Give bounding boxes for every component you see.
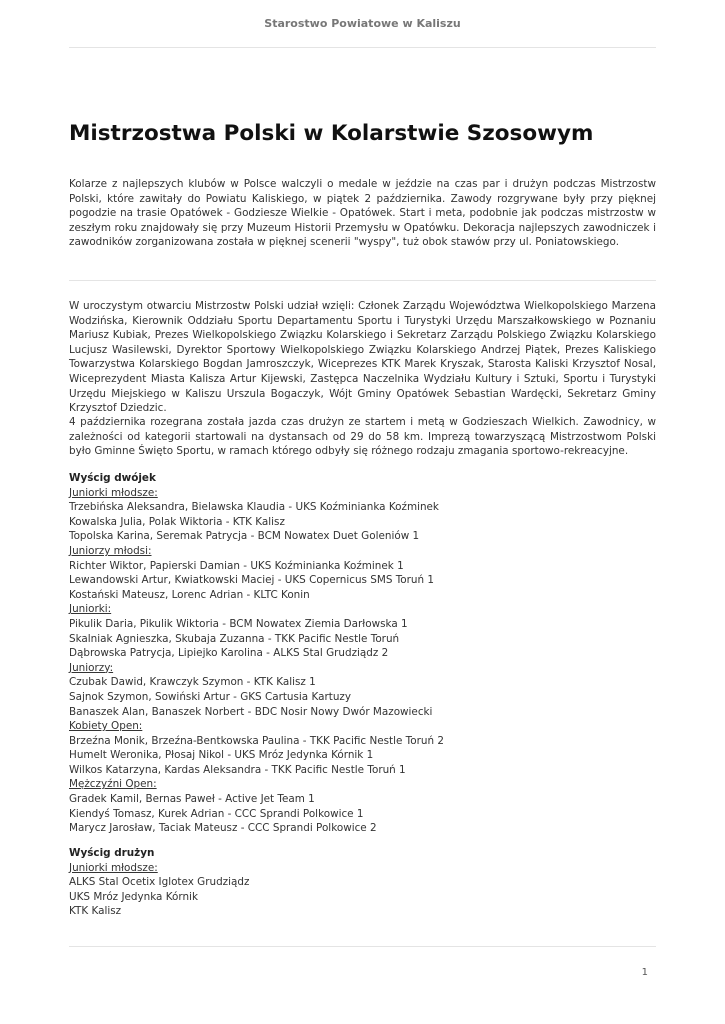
result-entry: Humelt Weronika, Płosaj Nikol - UKS Mróz Jedynka Kórnik 1 (69, 749, 374, 762)
result-entry: Pikulik Daria, Pikulik Wiktoria - BCM Nowatex Ziemia Darłowska 1 (69, 617, 408, 630)
result-entry: KTK Kalisz (69, 905, 122, 918)
result-entry: Kostański Mateusz, Lorenc Adrian - KLTC Konin (69, 588, 310, 601)
result-entry: UKS Mróz Jedynka Kórnik (69, 890, 198, 903)
category-label: Juniorzy: (69, 661, 114, 674)
result-entry: Banaszek Alan, Banaszek Norbert - BDC Nosir Nowy Dwór Mazowiecki (69, 705, 433, 718)
result-entry: Kowalska Julia, Polak Wiktoria - KTK Kalisz (69, 515, 285, 528)
result-entry: Richter Wiktor, Papierski Damian - UKS Koźminianka Koźminek 1 (69, 559, 404, 572)
result-entry: Marycz Jarosław, Taciak Mateusz - CCC Sprandi Polkowice 2 (69, 822, 377, 835)
page-header: Starostwo Powiatowe w Kaliszu (264, 17, 461, 30)
section-heading: Wyścig drużyn (69, 847, 155, 859)
result-entry: Gradek Kamil, Bernas Paweł - Active Jet Team 1 (69, 793, 315, 806)
results-teams (69, 846, 656, 919)
section-heading: Wyścig dwójek (69, 472, 156, 484)
category-label: Juniorzy młodsi: (69, 544, 152, 557)
category-label: Juniorki: (69, 603, 112, 616)
category-label: Juniorki młodsze: (69, 861, 158, 874)
result-entry: Wilkos Katarzyna, Kardas Aleksandra - TKK Pacific Nestle Toruń 1 (69, 763, 406, 776)
article-paragraph-3: 4 października rozegrana została jazda czas drużyn ze startem i metą w Godzieszach Wielkich. Zawodnicy, w zależności od kategorii startowali na dystansach od 29 do 58 km. Imprezą towarzyszącą Mistrzostwom Polski było Gminne Święto Sportu, w ramach którego odbyły się różnego rodzaju zmagania sportowo-rekreacyjne. (69, 416, 656, 458)
result-entry: Sajnok Szymon, Sowiński Artur - GKS Cartusia Kartuzy (69, 690, 352, 703)
category-label: Mężczyźni Open: (69, 778, 157, 791)
category-label: Kobiety Open: (69, 720, 143, 733)
page-number: 1 (641, 967, 648, 978)
results-pairs (69, 471, 656, 836)
article-paragraph-2: W uroczystym otwarciu Mistrzostw Polski udział wzięli: Członek Zarządu Województwa Wielkopolskiego Marzena Wodzińska, Kierownik Oddziału Sportu Departamentu Sportu i Turystyki Urzędu Marszałkowskiego w Poznaniu Mariusz Kubiak, Prezes Wielkopolskiego Związku Kolarskiego i Sekretarz Zarządu Polskiego Związku Kolarskiego Lucjusz Wasilewski, Dyrektor Sportowy Wielkopolskiego Związku Kolarskiego Andrzej Piątek, Prezes Kaliskiego Towarzystwa Kolarskiego Bogdan Jamroszczyk, Wiceprezes KTK Marek Kryszak, Starosta Kaliski Krzysztof Nosal, Wiceprezydent Miasta Kalisza Artur Kijewski, Zastępca Naczelnika Wydziału Kultury i Sztuki, Sportu i Turystyki Urzędu Miejskiego w Kaliszu Urszula Bogaczyk, Wójt Gminy Opatówek Sebastian Wardęcki, Sekretarz Gminy Krzysztof Dziedzic. (69, 300, 656, 415)
result-entry: Trzebińska Aleksandra, Bielawska Klaudia - UKS Koźminianka Koźminek (69, 501, 439, 514)
result-entry: Czubak Dawid, Krawczyk Szymon - KTK Kalisz 1 (69, 676, 316, 689)
category-label: Juniorki młodsze: (69, 486, 158, 499)
result-entry: Dąbrowska Patrycja, Lipiejko Karolina - ALKS Stal Grudziądz 2 (69, 647, 389, 660)
result-entry: Brzeźna Monik, Brzeźna-Bentkowska Paulina - TKK Pacific Nestle Toruń 2 (69, 734, 444, 747)
result-entry: Kiendyś Tomasz, Kurek Adrian - CCC Sprandi Polkowice 1 (69, 807, 364, 820)
result-entry: ALKS Stal Ocetix Iglotex Grudziądz (69, 876, 250, 889)
article-intro: Kolarze z najlepszych klubów w Polsce walczyli o medale w jeździe na czas par i drużyn podczas Mistrzostw Polski, które zawitały do Powiatu Kaliskiego, w piątek 2 października. Zawody rozgrywane były przy pięknej pogodzie na trasie Opatówek - Godziesze Wielkie - Opatówek. Start i meta, podobnie jak podczas mistrzostw w zeszłym roku znajdowały się przy Muzeum Historii Przemysłu w Opatówku. Dekoracja najlepszych zawodniczek i zawodników zorganizowana została w pięknej scenerii "wyspy", tuż obok stawów przy ul. Poniatowskiego. (69, 178, 656, 249)
article-title: Mistrzostwa Polski w Kolarstwie Szosowym (69, 121, 594, 146)
result-entry: Topolska Karina, Seremak Patrycja - BCM Nowatex Duet Goleniów 1 (69, 530, 420, 543)
section-divider (69, 280, 656, 281)
result-entry: Lewandowski Artur, Kwiatkowski Maciej - UKS Copernicus SMS Toruń 1 (69, 574, 435, 587)
footer-divider (69, 946, 656, 947)
header-divider (69, 47, 656, 48)
result-entry: Skalniak Agnieszka, Skubaja Zuzanna - TKK Pacific Nestle Toruń (69, 632, 400, 645)
